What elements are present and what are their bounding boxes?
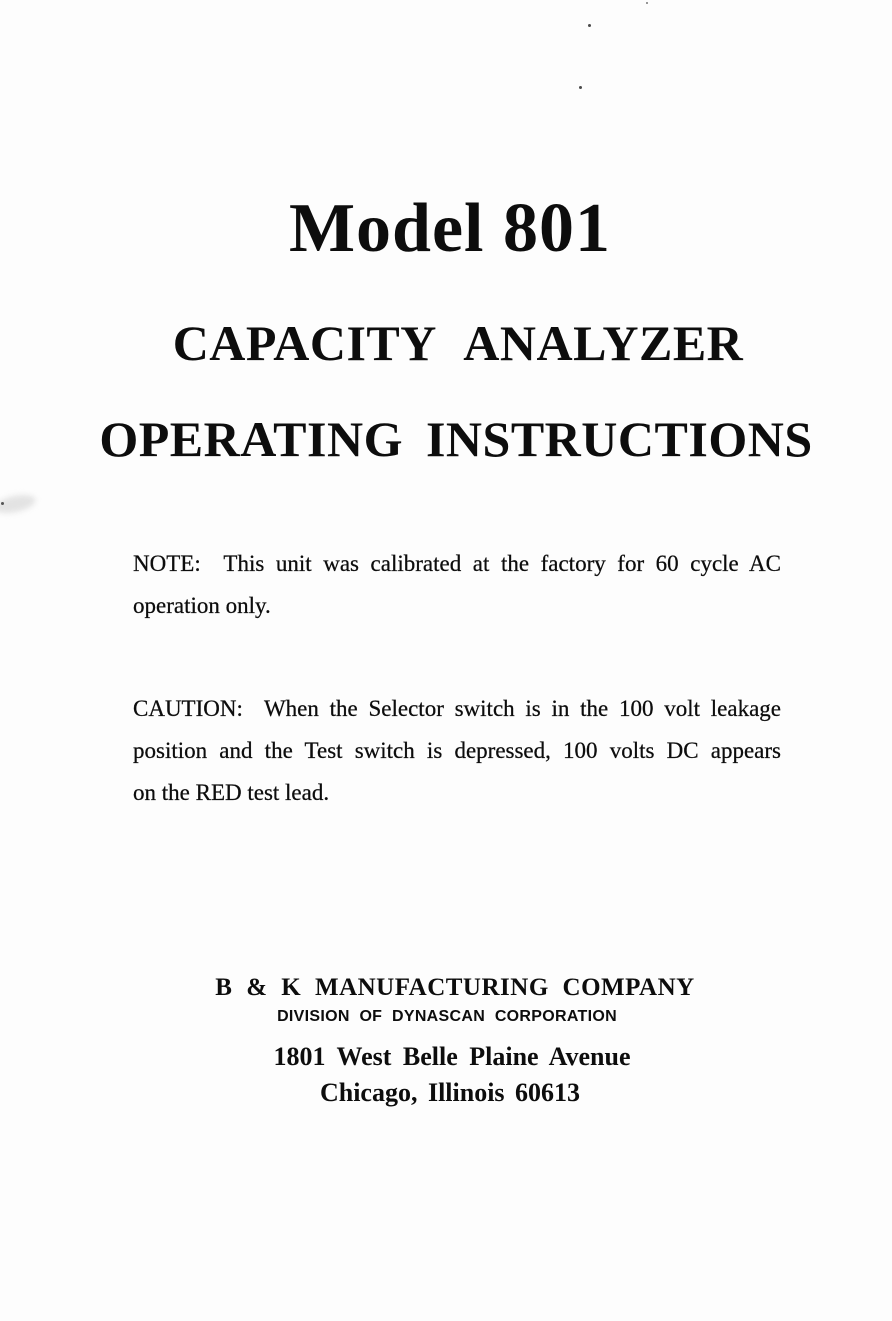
scan-speck (646, 2, 648, 4)
company-name: B & K MANUFACTURING COMPANY (215, 974, 695, 1001)
scan-smudge (0, 492, 37, 516)
note-line-2: operation only. (133, 593, 271, 618)
scan-speck (579, 86, 582, 89)
note-paragraph (133, 543, 781, 627)
company-address-city: Chicago, Illinois 60613 (319, 1078, 581, 1107)
caution-line-2: position and the Test switch is depressed, 100 volts DC appears (133, 738, 781, 763)
caution-paragraph (133, 688, 781, 814)
company-division: DIVISION OF DYNASCAN CORPORATION (277, 1008, 617, 1025)
scan-speck (1, 502, 4, 505)
subtitle-capacity-analyzer: CAPACITY ANALYZER (172, 315, 744, 371)
scan-speck (588, 24, 591, 27)
caution-line-1: CAUTION: When the Selector switch is in the 100 volt leakage (133, 696, 781, 721)
subtitle-operating-instructions: OPERATING INSTRUCTIONS (99, 411, 813, 467)
note-line-1: NOTE: This unit was calibrated at the factory for 60 cycle AC (133, 551, 781, 576)
company-address-street: 1801 West Belle Plaine Avenue (273, 1042, 631, 1071)
page-title: Model 801 (288, 190, 612, 267)
caution-line-3: on the RED test lead. (133, 780, 330, 805)
